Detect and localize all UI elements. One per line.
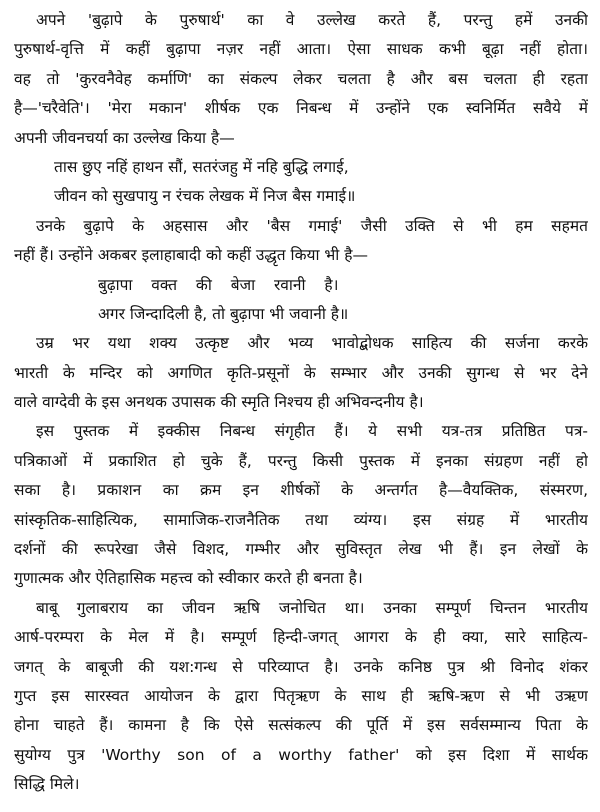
text-line: अपने 'बुढ़ापे के पुरुषार्थ' का वे उल्लेख करते हैं, परन्तु हमें उनकी bbox=[36, 11, 588, 29]
text-line: भारती के मन्दिर को अगणित कृति-प्रसूनों के सम्भार और उनकी सुगन्ध से भर देने bbox=[14, 363, 588, 382]
verse-line: अगर जिन्दादिली है, तो बुढ़ापा भी जवानी है॥ bbox=[98, 304, 349, 323]
text-line: वाले वाग्देवी के इस अनथक उपासक की स्मृति निश्चय ही अभिवन्दनीय है। bbox=[14, 393, 424, 412]
text-line: सका है। प्रकाशन का क्रम इन शीर्षकों के अन्तर्गत है—वैयक्तिक, संस्मरण, bbox=[14, 481, 588, 500]
verse-line: तास छुए नहिं हाथन सौं, सतरंजहु में नहि बुद्धि लगाई, bbox=[54, 157, 349, 176]
text-line: सुयोग्य पुत्र 'Worthy son of a worthy father' को इस दिशा में सार्थक bbox=[14, 745, 588, 764]
text-line: दर्शनों की रूपरेखा जैसे विशद, गम्भीर और सुविस्तृत लेख भी हैं। इन लेखों के bbox=[14, 540, 588, 559]
text-line: इस पुस्तक में इक्कीस निबन्ध संगृहीत हैं। ये सभी यत्र-तत्र प्रतिष्ठित पत्र- bbox=[36, 422, 588, 441]
text-line: गुणात्मक और ऐतिहासिक महत्त्व को स्वीकार करते ही बनता है। bbox=[14, 569, 363, 588]
text-line: सिद्धि मिले। bbox=[14, 775, 80, 794]
text-line: नहीं हैं। उन्होंने अकबर इलाहाबादी को कहीं उद्धृत किया भी है— bbox=[14, 246, 368, 265]
text-line: होना चाहते हैं। कामना है कि ऐसे सत्संकल्प की पूर्ति में इस सर्वसम्मान्य पिता के bbox=[14, 716, 588, 735]
text-line: है—'चरैवेति'। 'मेरा मकान' शीर्षक एक निबन्ध में उन्होंने एक स्वनिर्मित सवैये में bbox=[14, 99, 588, 118]
text-line: उनके बुढ़ापे के अहसास और 'बैस गमाई' जैसी उक्ति से भी हम सहमत bbox=[36, 216, 588, 235]
verse-line: बुढ़ापा वक्त की बेजा रवानी है। bbox=[98, 275, 339, 294]
text-line: उम्र भर यथा शक्य उत्कृष्ट और भव्य भावोद्बोधक साहित्य की सर्जना करके bbox=[36, 334, 588, 353]
text-line: पत्रिकाओं में प्रकाशित हो चुके हैं, परन्तु किसी पुस्तक में इनका संग्रहण नहीं हो bbox=[14, 451, 588, 470]
text-line: सांस्कृतिक-साहित्यिक, सामाजिक-राजनैतिक तथा व्यंग्य। इस संग्रह में भारतीय bbox=[14, 510, 588, 529]
text-line: आर्ष-परम्परा के मेल में है। सम्पूर्ण हिन्दी-जगत् आगरा के ही क्या, सारे साहित्य- bbox=[14, 628, 588, 647]
text-line: गुप्त इस सारस्वत आयोजन के द्वारा पितृऋण के साथ ही ऋषि-ऋण से भी उऋण bbox=[14, 686, 588, 705]
verse-line: जीवन को सुखपायु न रंचक लेखक में निज बैस गमाई॥ bbox=[54, 187, 356, 206]
text-line: अपनी जीवनचर्या का उल्लेख किया है— bbox=[14, 128, 235, 147]
text-line: जगत् के बाबूजी की यश:गन्ध से परिव्याप्त है। उनके कनिष्ठ पुत्र श्री विनोद शंकर bbox=[14, 657, 588, 676]
text-line: बाबू गुलाबराय का जीवन ऋषि जनोचित था। उनका सम्पूर्ण चिन्तन भारतीय bbox=[36, 598, 588, 617]
text-line: पुरुषार्थ-वृत्ति में कहीं बुढ़ापा नज़र नहीं आता। ऐसा साधक कभी बूढ़ा नहीं होता। bbox=[14, 40, 588, 59]
text-line: वह तो 'कुरवनैवेह कर्माणि' का संकल्प लेकर चलता है और बस चलता ही रहता bbox=[14, 69, 588, 88]
